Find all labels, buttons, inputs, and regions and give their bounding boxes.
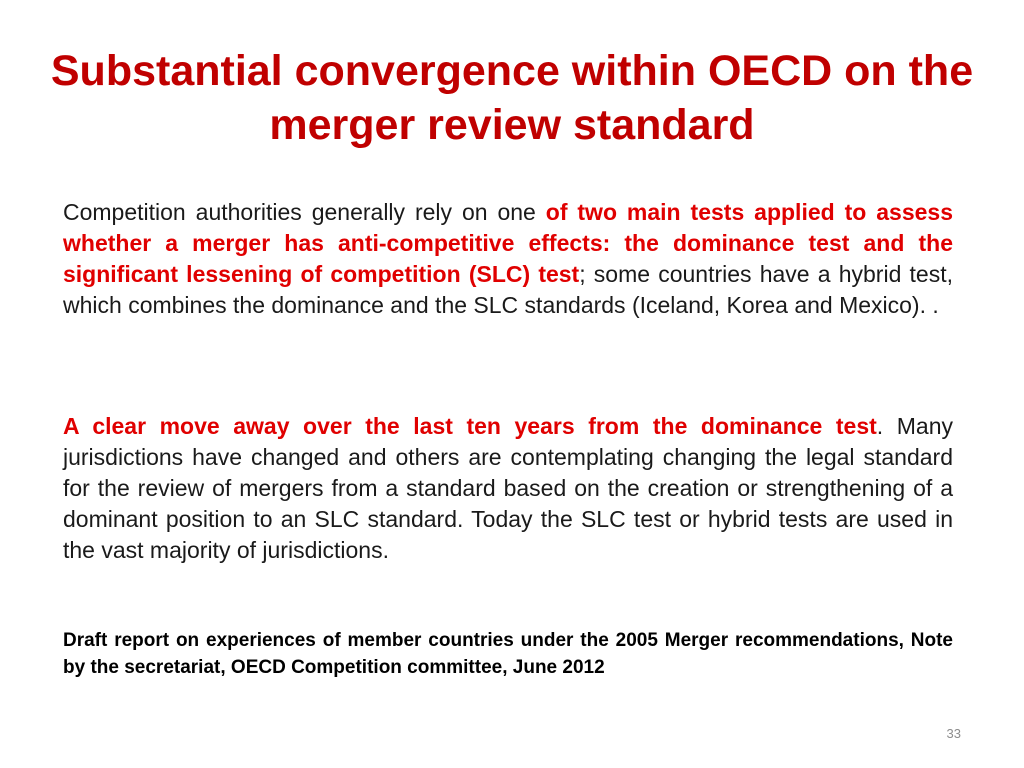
paragraph-move-away-highlight: A clear move away over the last ten years from the dominance test (63, 413, 877, 439)
page-number: 33 (946, 726, 961, 741)
source-note: Draft report on experiences of member countries under the 2005 Merger recommendations, Note by the secretariat, OECD Competition committee, June 2012 (63, 630, 953, 678)
paragraph-main-tests-intro: Competition authorities generally rely on one (63, 199, 546, 225)
slide-title: Substantial convergence within OECD on the merger review standard (50, 47, 974, 149)
paragraph-move-away (63, 411, 953, 566)
paragraph-main-tests-highlight: of two main tests applied to assess whether a merger has anti-competitive effects: the dominance test and the significant lessening of competition (SLC) test (63, 199, 953, 287)
paragraph-move-away-rest: . Many jurisdictions have changed and others are contemplating changing the legal standard for the review of mergers from a standard based on the creation or strengthening of a dominant position to an SLC standard. Today the SLC test or hybrid tests are used in the vast majority of jurisdictions. (63, 413, 953, 563)
paragraph-main-tests-rest: ; some countries have a hybrid test, which combines the dominance and the SLC standards (Iceland, Korea and Mexico). . (63, 261, 953, 318)
paragraph-main-tests (63, 197, 953, 321)
